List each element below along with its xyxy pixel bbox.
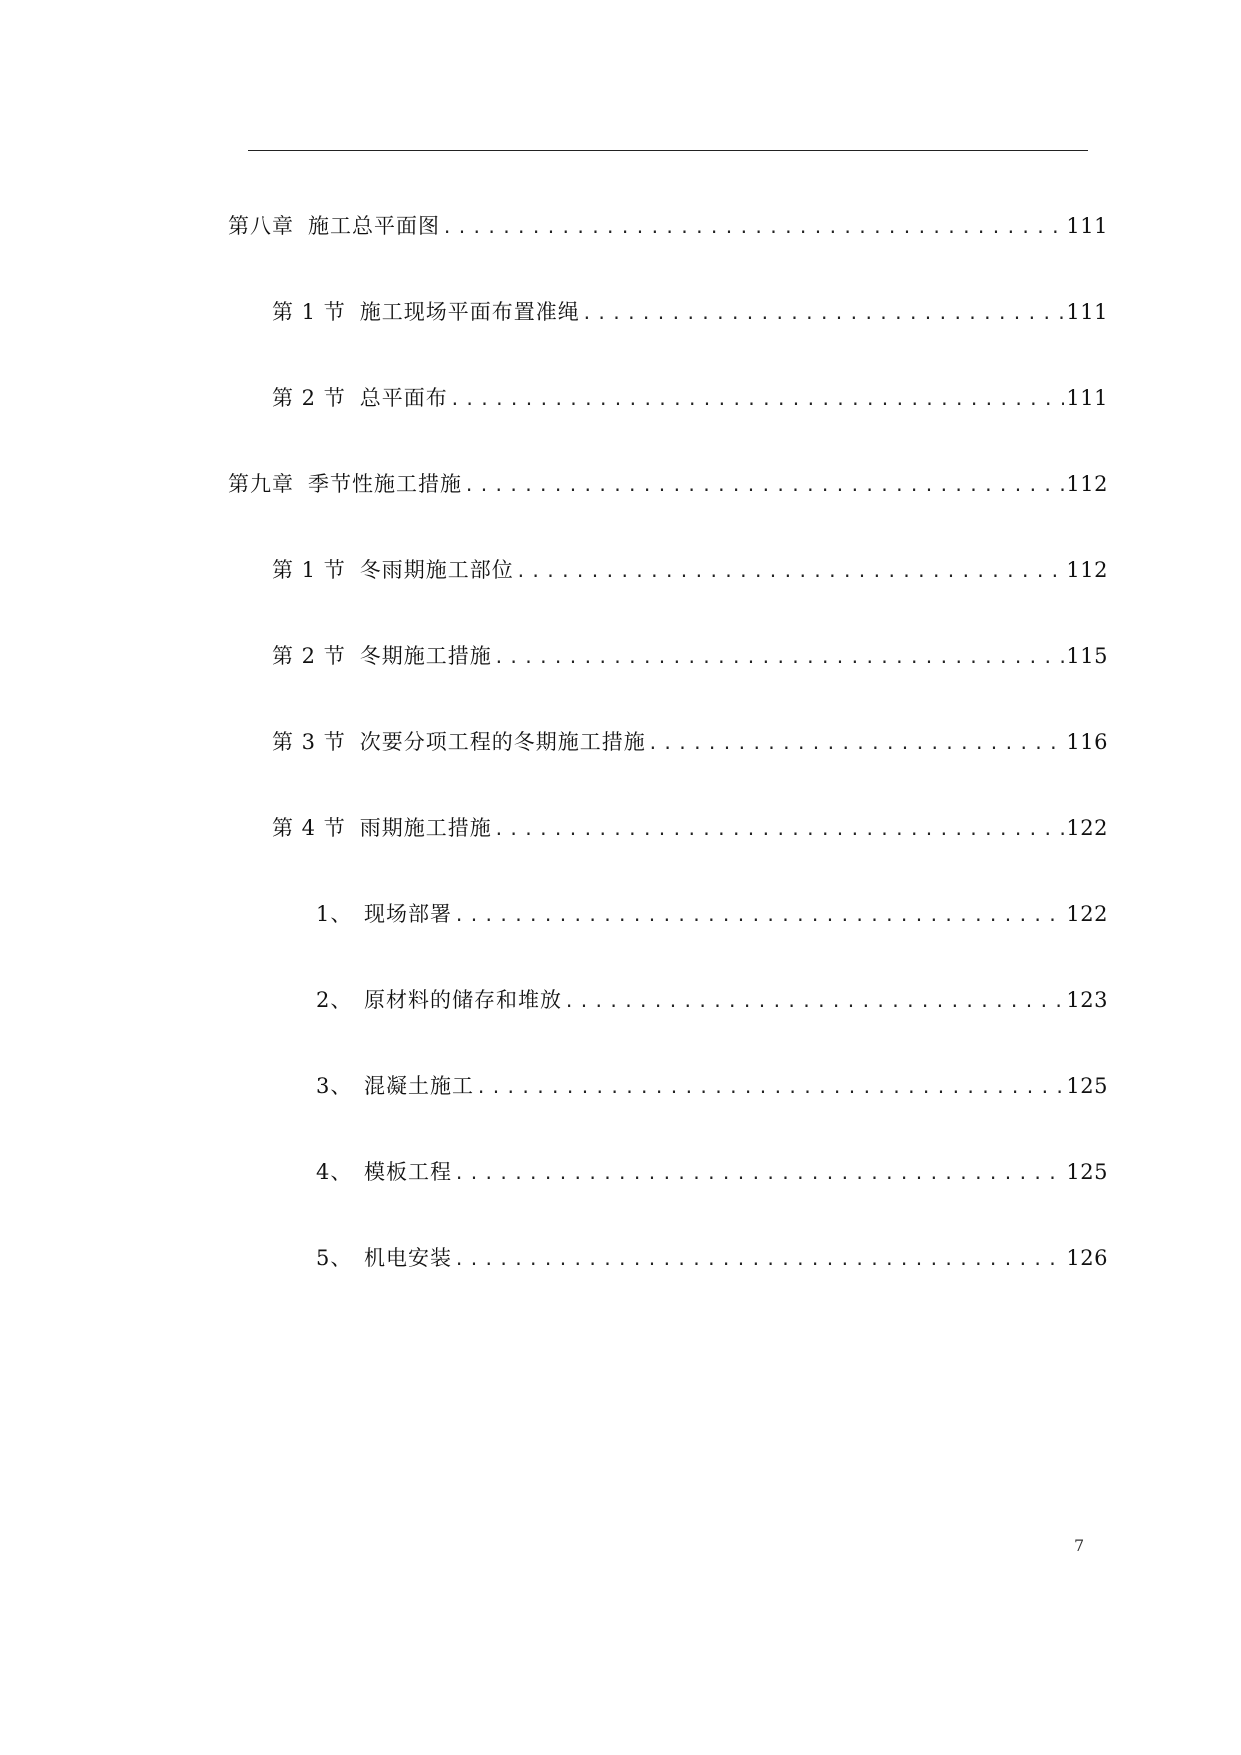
toc-entry-number: 4、 (316, 1160, 353, 1184)
toc-entry-section[interactable] (272, 724, 1108, 760)
toc-entry-title: 机电安装 (364, 1246, 452, 1270)
toc-entry-number: 3、 (316, 1074, 353, 1098)
toc-entry-title: 混凝土施工 (364, 1074, 474, 1098)
dot-leader (580, 296, 1065, 332)
toc-entry-title: 冬期施工措施 (359, 644, 492, 668)
toc-entry-item[interactable] (316, 1240, 1108, 1276)
toc-entry-number: 第 4 节 (272, 816, 346, 840)
toc-entry-item[interactable] (316, 896, 1108, 932)
dot-leader (514, 554, 1065, 590)
dot-leader (474, 1070, 1064, 1106)
toc-entry-chapter-8[interactable] (228, 208, 1108, 244)
dot-leader (462, 468, 1064, 504)
dot-leader (452, 1156, 1064, 1192)
toc-entry-number: 第 1 节 (272, 300, 346, 324)
toc-entry-title: 施工总平面图 (308, 214, 440, 238)
dot-leader (440, 210, 1064, 246)
toc-entry-page: 125 (1066, 1074, 1108, 1098)
toc-entry-item[interactable] (316, 1068, 1108, 1104)
toc-entry-section[interactable] (272, 552, 1108, 588)
toc-entry-number: 第八章 (228, 214, 294, 238)
toc-entry-number: 5、 (316, 1246, 353, 1270)
toc-entry-title: 冬雨期施工部位 (359, 558, 514, 582)
toc-entry-item[interactable] (316, 982, 1108, 1018)
toc-entry-title: 次要分项工程的冬期施工措施 (359, 730, 646, 754)
toc-entry-section[interactable] (272, 810, 1108, 846)
toc-entry-page: 111 (1066, 214, 1108, 238)
toc-entry-number: 2、 (316, 988, 353, 1012)
toc-entry-section[interactable] (272, 294, 1108, 330)
dot-leader (448, 382, 1065, 418)
toc-entry-page: 111 (1066, 300, 1108, 324)
toc-entry-title: 施工现场平面布置准绳 (359, 300, 580, 324)
toc-entry-title: 现场部署 (364, 902, 452, 926)
dot-leader (646, 726, 1065, 762)
toc-entry-number: 第九章 (228, 472, 294, 496)
toc-entry-title: 模板工程 (364, 1160, 452, 1184)
toc-entry-page: 116 (1066, 730, 1108, 754)
toc-entry-item[interactable] (316, 1154, 1108, 1190)
page-number: 7 (1074, 1536, 1085, 1555)
toc-entry-page: 111 (1066, 386, 1108, 410)
dot-leader (452, 898, 1064, 934)
toc-entry-section[interactable] (272, 380, 1108, 416)
toc-entry-page: 126 (1066, 1246, 1108, 1270)
header-rule (248, 150, 1088, 151)
toc-entry-title: 雨期施工措施 (359, 816, 492, 840)
toc-entry-title: 原材料的储存和堆放 (364, 988, 562, 1012)
dot-leader (492, 812, 1065, 848)
toc-entry-page: 122 (1066, 902, 1108, 926)
toc-entry-number: 第 2 节 (272, 644, 346, 668)
toc-entry-title: 总平面布 (359, 386, 448, 410)
toc-entry-number: 第 2 节 (272, 386, 346, 410)
dot-leader (562, 984, 1064, 1020)
toc-entry-number: 第 1 节 (272, 558, 346, 582)
toc-entry-number: 1、 (316, 902, 353, 926)
toc-entry-page: 115 (1066, 644, 1108, 668)
toc-entry-page: 123 (1066, 988, 1108, 1012)
toc-entry-page: 125 (1066, 1160, 1108, 1184)
toc-entry-page: 112 (1066, 558, 1108, 582)
toc-entry-page: 122 (1066, 816, 1108, 840)
dot-leader (452, 1242, 1064, 1278)
dot-leader (492, 640, 1065, 676)
toc-entry-section[interactable] (272, 638, 1108, 674)
toc-entry-title: 季节性施工措施 (308, 472, 462, 496)
toc-entry-number: 第 3 节 (272, 730, 346, 754)
toc-entry-chapter-9[interactable] (228, 466, 1108, 502)
toc-entry-page: 112 (1066, 472, 1108, 496)
